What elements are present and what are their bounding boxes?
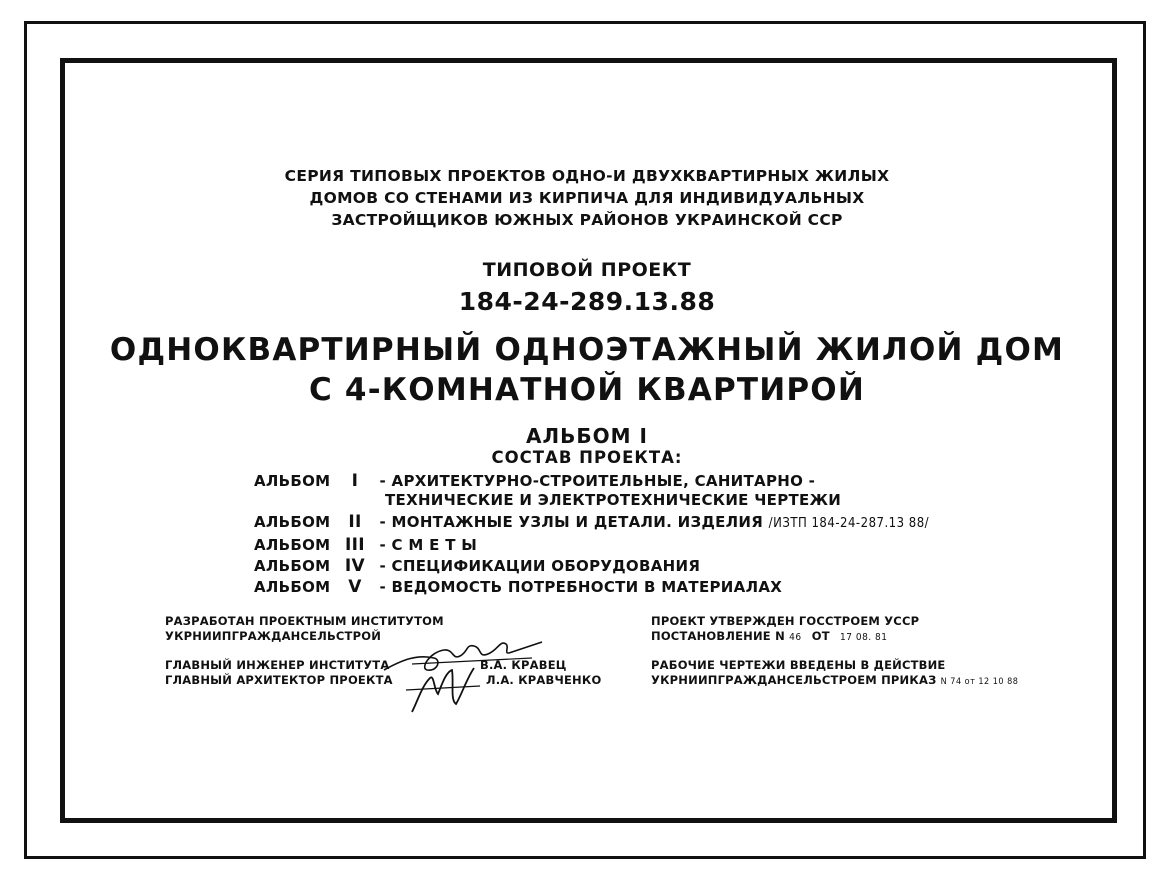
album-dash: - — [379, 513, 387, 531]
album-number: III — [345, 535, 365, 555]
resolution-number: 46 — [789, 632, 802, 643]
composition-header: СОСТАВ ПРОЕКТА: — [491, 448, 683, 467]
chief-engineer-role: ГЛАВНЫЙ ИНЖЕНЕР ИНСТИТУТА — [165, 658, 390, 672]
chief-engineer-name: В.А. КРАВЕЦ — [480, 658, 567, 672]
developer-line-2: УКРНИИПГРАЖДАНСЕЛЬСТРОЙ — [165, 629, 382, 643]
album-dash: - — [379, 472, 387, 490]
resolution-from: ОТ — [811, 629, 830, 643]
album-label: АЛЬБОМ — [254, 472, 331, 490]
series-line-1: СЕРИЯ ТИПОВЫХ ПРОЕКТОВ ОДНО-И ДВУХКВАРТИРНЫХ ЖИЛЫХ — [284, 167, 890, 185]
signature-chief-architect — [404, 660, 484, 718]
series-line-2: ДОМОВ СО СТЕНАМИ ИЗ КИРПИЧА ДЛЯ ИНДИВИДУАЛЬНЫХ — [309, 189, 865, 207]
album-heading: АЛЬБОМ I — [526, 424, 648, 448]
album-text: ВЕДОМОСТЬ ПОТРЕБНОСТИ В МАТЕРИАЛАХ — [391, 578, 783, 596]
album-number: II — [348, 512, 362, 532]
album-label: АЛЬБОМ — [254, 557, 331, 575]
album-dash: - — [379, 557, 387, 575]
order-number: N 74 от 12 10 88 — [940, 677, 1019, 687]
type-label: ТИПОВОЙ ПРОЕКТ — [482, 259, 692, 281]
album-label: АЛЬБОМ — [254, 513, 331, 531]
approval-line-4 — [651, 673, 1018, 687]
chief-architect-name: Л.А. КРАВЧЕНКО — [486, 673, 602, 687]
title-line-1: ОДНОКВАРТИРНЫЙ ОДНОЭТАЖНЫЙ ЖИЛОЙ ДОМ — [109, 332, 1065, 368]
resolution-label: ПОСТАНОВЛЕНИЕ N — [651, 629, 785, 643]
album-text: С М Е Т Ы — [391, 536, 478, 554]
album-row-3 — [254, 535, 477, 555]
album-row-1 — [254, 471, 815, 491]
album-number: V — [348, 577, 362, 597]
approval-line-3: РАБОЧИЕ ЧЕРТЕЖИ ВВЕДЕНЫ В ДЕЙСТВИЕ — [651, 658, 946, 672]
project-code: 184-24-289.13.88 — [458, 287, 716, 316]
album-row-1-cont: ТЕХНИЧЕСКИЕ И ЭЛЕКТРОТЕХНИЧЕСКИЕ ЧЕРТЕЖИ — [385, 491, 842, 509]
album-dash: - — [379, 536, 387, 554]
album-number: I — [351, 471, 359, 491]
album-dash: - — [379, 578, 387, 596]
approval-line-1: ПРОЕКТ УТВЕРЖДЕН ГОССТРОЕМ УССР — [651, 614, 920, 628]
album-text: СПЕЦИФИКАЦИИ ОБОРУДОВАНИЯ — [391, 557, 701, 575]
order-label: УКРНИИПГРАЖДАНСЕЛЬСТРОЕМ ПРИКАЗ — [651, 673, 937, 687]
title-line-2: С 4-КОМНАТНОЙ КВАРТИРОЙ — [308, 372, 866, 408]
album-row-2 — [254, 512, 929, 532]
album-number: IV — [344, 556, 365, 576]
approval-line-2 — [651, 629, 887, 643]
album-text: МОНТАЖНЫЕ УЗЛЫ И ДЕТАЛИ. ИЗДЕЛИЯ — [391, 513, 764, 531]
resolution-date: 17 08. 81 — [840, 632, 888, 643]
album-label: АЛЬБОМ — [254, 536, 331, 554]
series-line-3: ЗАСТРОЙЩИКОВ ЮЖНЫХ РАЙОНОВ УКРАИНСКОЙ ССР — [331, 211, 843, 229]
album-row-4 — [254, 556, 700, 576]
album-text: АРХИТЕКТУРНО-СТРОИТЕЛЬНЫЕ, САНИТАРНО - — [391, 472, 816, 490]
chief-architect-role: ГЛАВНЫЙ АРХИТЕКТОР ПРОЕКТА — [165, 673, 393, 687]
developer-line-1: РАЗРАБОТАН ПРОЕКТНЫМ ИНСТИТУТОМ — [165, 614, 444, 628]
album-row-5 — [254, 577, 782, 597]
album-note: /ИЗТП 184-24-287.13 88/ — [768, 516, 930, 531]
album-label: АЛЬБОМ — [254, 578, 331, 596]
